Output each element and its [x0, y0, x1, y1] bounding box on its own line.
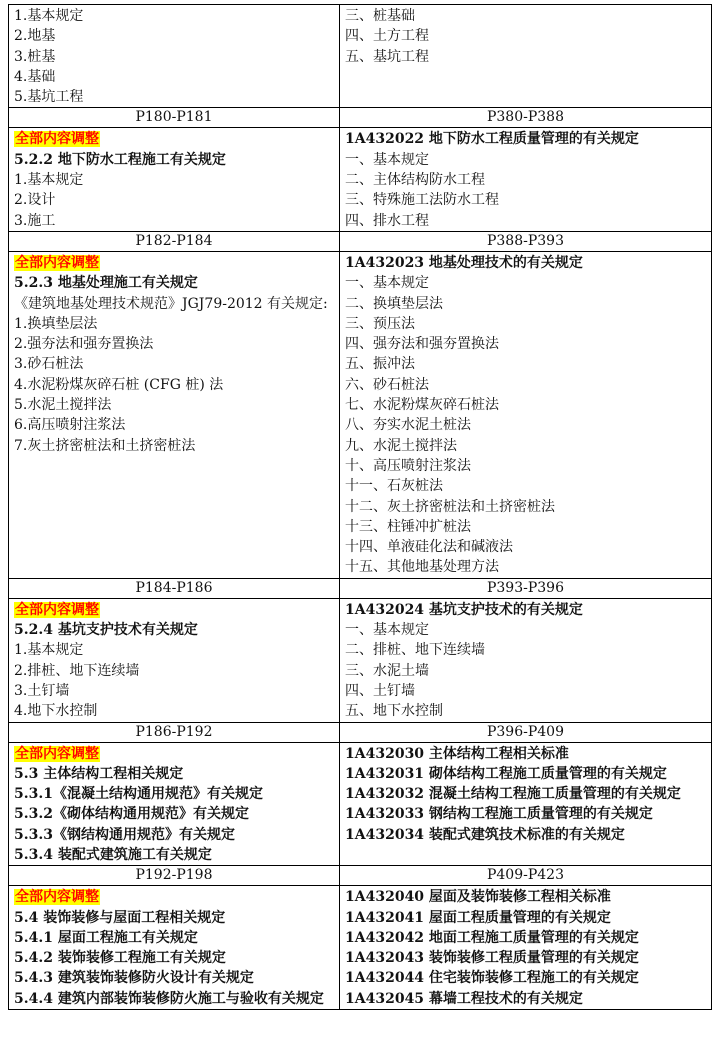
content-line: 二、排桩、地下连续墙	[345, 642, 485, 659]
new-page-range: P380-P388	[340, 108, 712, 128]
old-edition-cell	[9, 251, 340, 578]
content-line: 七、水泥粉煤灰碎石桩法	[345, 397, 499, 414]
old-page-range: P184-P186	[9, 578, 340, 598]
highlight-label: 全部内容调整	[15, 254, 99, 271]
highlight-label: 全部内容调整	[15, 889, 99, 906]
section-heading: 5.3 主体结构工程相关规定	[14, 765, 184, 782]
old-page-range: P182-P184	[9, 231, 340, 251]
old-edition-cell	[9, 128, 340, 231]
content-line: 十、高压喷射注浆法	[345, 457, 471, 474]
change-notice	[14, 253, 334, 273]
new-edition-cell	[340, 886, 712, 1010]
content-line: 1.基本规定	[14, 8, 84, 24]
content-line: 三、预压法	[345, 315, 415, 332]
content-line: 九、水泥土搅拌法	[345, 437, 457, 454]
content-line: 四、强夯法和强夯置换法	[345, 336, 499, 353]
content-line: 2.排桩、地下连续墙	[14, 662, 140, 679]
content-line: 1.换填垫层法	[14, 315, 98, 332]
content-line: 十四、单液硅化法和碱液法	[345, 539, 513, 556]
section-heading: 1A432040 屋面及装饰装修工程相关标准	[345, 889, 611, 906]
content-line: 十五、其他地基处理方法	[345, 559, 499, 576]
section-heading: 1A432032 混凝土结构工程施工质量管理的有关规定	[345, 786, 681, 803]
section-heading: 5.3.2《砌体结构通用规范》有关规定	[14, 806, 249, 823]
content-row	[9, 5, 712, 108]
new-edition-cell	[340, 128, 712, 231]
content-line: 2.设计	[14, 192, 56, 209]
content-row	[9, 886, 712, 1010]
section-heading: 5.4.2 装饰装修工程施工有关规定	[14, 950, 226, 967]
content-row	[9, 251, 712, 578]
section-heading: 1A432030 主体结构工程相关标准	[345, 745, 569, 762]
new-edition-cell	[340, 251, 712, 578]
content-line: 3.施工	[14, 212, 56, 229]
content-line: 1.基本规定	[14, 172, 84, 189]
section-heading: 1A432023 地基处理技术的有关规定	[345, 254, 583, 271]
section-heading: 1A432043 装饰装修工程质量管理的有关规定	[345, 950, 639, 967]
change-notice	[14, 600, 334, 620]
new-page-range: P396-P409	[340, 722, 712, 742]
content-line: 4.基础	[14, 68, 56, 85]
old-page-range: P180-P181	[9, 108, 340, 128]
content-line: 4.水泥粉煤灰碎石桩 (CFG 桩) 法	[14, 376, 224, 393]
content-line: 六、砂石桩法	[345, 376, 429, 393]
section-heading: 1A432024 基坑支护技术的有关规定	[345, 601, 583, 618]
content-line: 5.水泥土搅拌法	[14, 397, 112, 414]
section-heading: 5.3.1《混凝土结构通用规范》有关规定	[14, 786, 263, 803]
content-line: 7.灰土挤密桩法和土挤密桩法	[14, 437, 196, 454]
content-line: 1.基本规定	[14, 642, 84, 659]
new-edition-cell	[340, 5, 712, 108]
page-range-row	[9, 231, 712, 251]
change-notice	[14, 744, 334, 764]
content-line: 二、换填垫层法	[345, 295, 443, 312]
section-heading: 1A432031 砌体结构工程施工质量管理的有关规定	[345, 765, 667, 782]
content-line: 十一、石灰桩法	[345, 478, 443, 495]
content-line: 《建筑地基处理技术规范》JGJ79-2012 有关规定:	[14, 295, 328, 312]
change-notice	[14, 887, 334, 907]
section-heading: 5.3.3《钢结构通用规范》有关规定	[14, 826, 235, 843]
section-heading: 1A432033 钢结构工程施工质量管理的有关规定	[345, 806, 653, 823]
highlight-label: 全部内容调整	[15, 601, 99, 618]
content-line: 二、主体结构防水工程	[345, 172, 485, 189]
section-heading: 1A432041 屋面工程质量管理的有关规定	[345, 909, 611, 926]
content-line: 四、土方工程	[345, 28, 429, 45]
content-line: 一、基本规定	[345, 622, 429, 639]
content-line: 十三、柱锤冲扩桩法	[345, 518, 471, 535]
page-range-row	[9, 722, 712, 742]
section-heading: 5.3.4 装配式建筑施工有关规定	[14, 846, 212, 863]
page-range-row	[9, 108, 712, 128]
content-line: 一、基本规定	[345, 151, 429, 168]
section-heading: 5.2.4 基坑支护技术有关规定	[14, 622, 198, 639]
content-line: 6.高压喷射注浆法	[14, 417, 126, 434]
page-range-row	[9, 578, 712, 598]
section-heading: 5.4.1 屋面工程施工有关规定	[14, 929, 198, 946]
highlight-label: 全部内容调整	[15, 745, 99, 762]
content-line: 3.桩基	[14, 48, 56, 65]
section-heading: 5.4 装饰装修与屋面工程相关规定	[14, 909, 226, 926]
content-line: 4.地下水控制	[14, 703, 98, 720]
section-heading: 1A432022 地下防水工程质量管理的有关规定	[345, 131, 639, 148]
page-range-row	[9, 866, 712, 886]
content-line: 四、土钉墙	[345, 682, 415, 699]
content-line: 5.基坑工程	[14, 89, 84, 106]
content-line: 三、水泥土墙	[345, 662, 429, 679]
content-line: 三、桩基础	[345, 8, 415, 24]
old-edition-cell	[9, 886, 340, 1010]
content-row	[9, 742, 712, 866]
section-heading: 1A432042 地面工程施工质量管理的有关规定	[345, 929, 639, 946]
content-line: 一、基本规定	[345, 275, 429, 292]
old-edition-cell	[9, 5, 340, 108]
content-row	[9, 128, 712, 231]
content-row	[9, 598, 712, 722]
change-notice	[14, 129, 334, 149]
new-edition-cell	[340, 598, 712, 722]
content-line: 2.强夯法和强夯置换法	[14, 336, 154, 353]
content-line: 八、夯实水泥土桩法	[345, 417, 471, 434]
content-line: 四、排水工程	[345, 212, 429, 229]
section-heading: 1A432044 住宅装饰装修工程施工的有关规定	[345, 970, 639, 987]
new-page-range: P393-P396	[340, 578, 712, 598]
new-page-range: P388-P393	[340, 231, 712, 251]
content-line: 三、特殊施工法防水工程	[345, 192, 499, 209]
old-page-range: P186-P192	[9, 722, 340, 742]
new-edition-cell	[340, 742, 712, 866]
content-line: 十二、灰土挤密桩法和土挤密桩法	[345, 498, 555, 515]
highlight-label: 全部内容调整	[15, 131, 99, 148]
section-heading: 5.2.2 地下防水工程施工有关规定	[14, 151, 226, 168]
section-heading: 5.2.3 地基处理施工有关规定	[14, 275, 198, 292]
content-line: 五、振冲法	[345, 356, 415, 373]
section-heading: 1A432045 幕墙工程技术的有关规定	[345, 990, 583, 1007]
section-heading: 5.4.3 建筑装饰装修防火设计有关规定	[14, 970, 254, 987]
old-edition-cell	[9, 598, 340, 722]
section-heading: 1A432034 装配式建筑技术标准的有关规定	[345, 826, 625, 843]
content-line: 3.砂石桩法	[14, 356, 84, 373]
old-page-range: P192-P198	[9, 866, 340, 886]
content-line: 2.地基	[14, 28, 56, 45]
comparison-table	[8, 4, 712, 1010]
old-edition-cell	[9, 742, 340, 866]
new-page-range: P409-P423	[340, 866, 712, 886]
content-line: 3.土钉墙	[14, 682, 70, 699]
content-line: 五、基坑工程	[345, 48, 429, 65]
section-heading: 5.4.4 建筑内部装饰装修防火施工与验收有关规定	[14, 990, 324, 1007]
content-line: 五、地下水控制	[345, 703, 443, 720]
